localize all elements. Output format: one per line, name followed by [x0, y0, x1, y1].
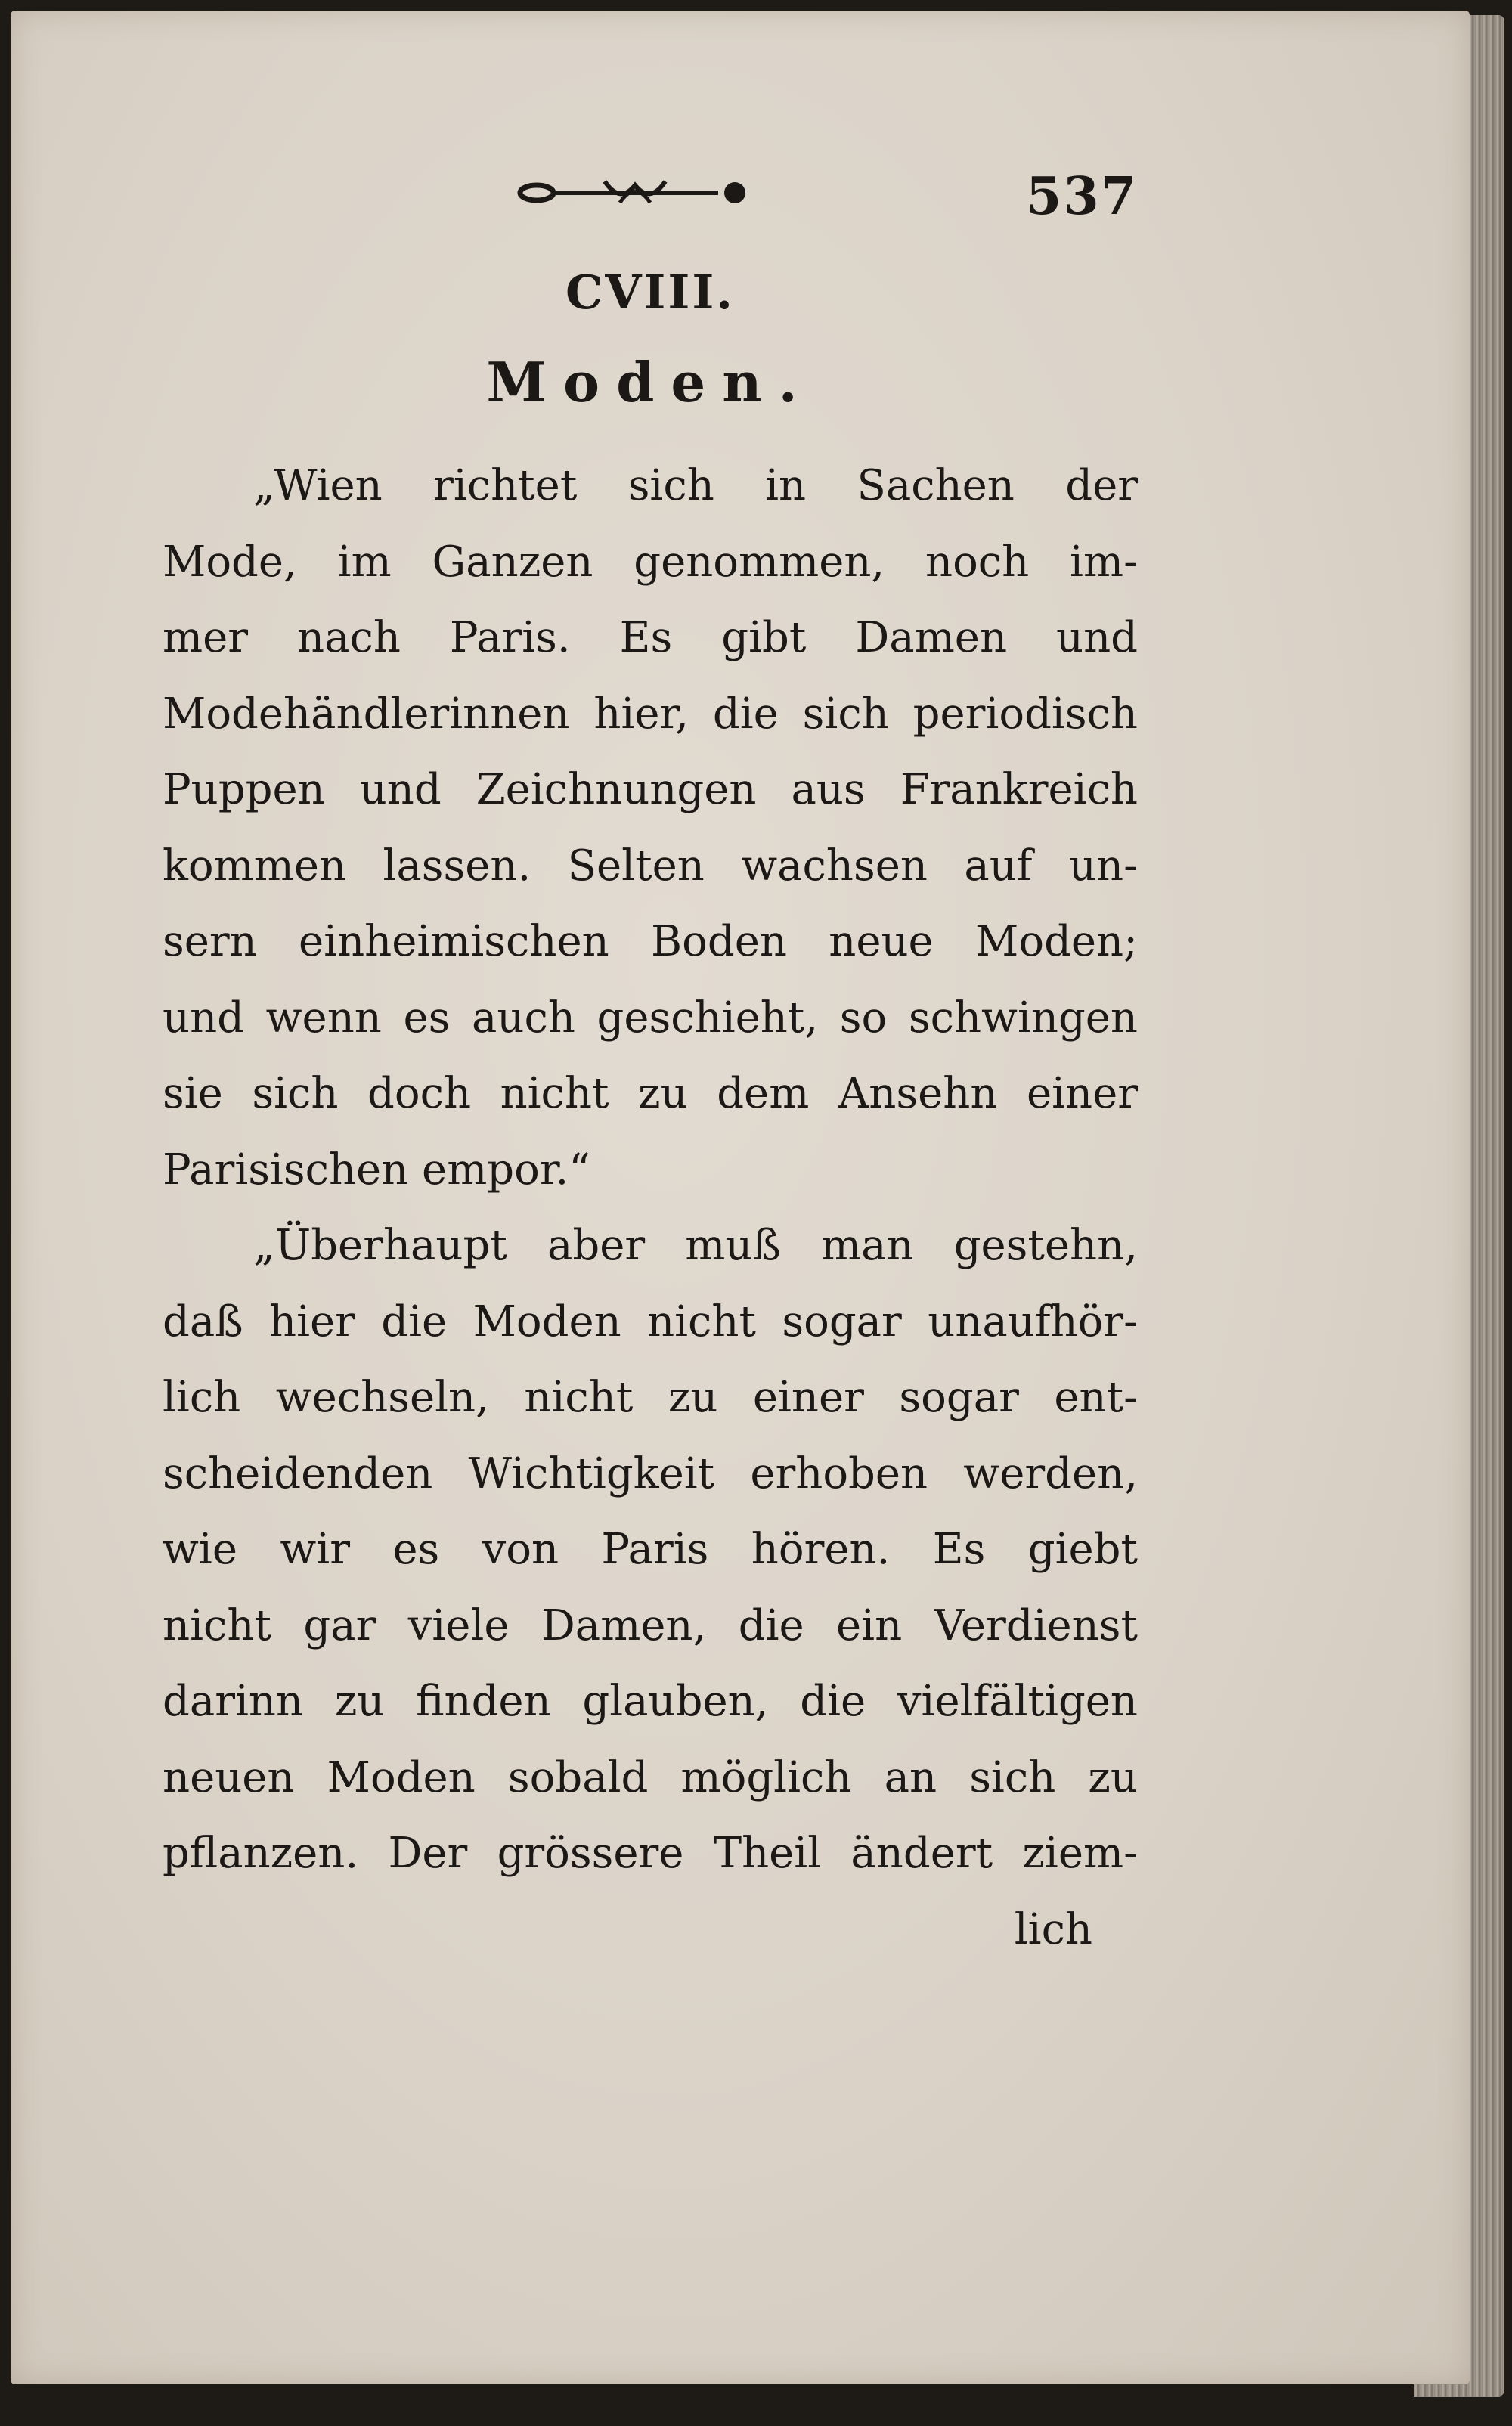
page-header	[163, 151, 1138, 242]
paragraph-2	[163, 1208, 1138, 1892]
text-line: scheidenden Wichtigkeit erhoben werden,	[163, 1448, 1138, 1498]
catchword: lich	[1014, 1904, 1092, 1954]
chapter-number: CVIII.	[565, 265, 736, 320]
chapter-title: Moden.	[486, 350, 814, 414]
paragraph-1	[163, 448, 1138, 1208]
printer-ornament-icon	[514, 174, 756, 212]
text-line: Modehändlerinnen hier, die sich periodisch	[163, 689, 1138, 739]
text-line: Puppen und Zeichnungen aus Frankreich	[163, 765, 1138, 814]
text-line: sie sich doch nicht zu dem Ansehn einer	[163, 1069, 1138, 1118]
text-line: „Wien richtet sich in Sachen der	[253, 461, 1138, 510]
text-line: kommen lassen. Selten wachsen auf un-	[163, 841, 1138, 891]
text-block	[163, 151, 1138, 1968]
text-line: und wenn es auch geschieht, so schwingen	[163, 993, 1138, 1043]
text-line: neuen Moden sobald möglich an sich zu	[163, 1752, 1138, 1802]
text-line: nicht gar viele Damen, die ein Verdienst	[163, 1600, 1138, 1650]
text-line: darinn zu finden glauben, die vielfältigen	[163, 1677, 1138, 1726]
text-line: daß hier die Moden nicht sogar unaufhör-	[163, 1297, 1138, 1346]
text-line: lich wechseln, nicht zu einer sogar ent-	[163, 1373, 1138, 1422]
text-line: sern einheimischen Boden neue Moden;	[163, 917, 1138, 966]
text-line: wie wir es von Paris hören. Es giebt	[163, 1525, 1138, 1574]
text-line: Parisischen empor.“	[163, 1145, 590, 1194]
text-line: Mode, im Ganzen genommen, noch im-	[163, 537, 1138, 587]
text-line: pflanzen. Der grössere Theil ändert ziem-	[163, 1829, 1138, 1878]
text-line: mer nach Paris. Es gibt Damen und	[163, 613, 1138, 662]
text-line: „Überhaupt aber muß man gestehn,	[253, 1221, 1138, 1270]
page-number: 537	[1026, 166, 1138, 227]
